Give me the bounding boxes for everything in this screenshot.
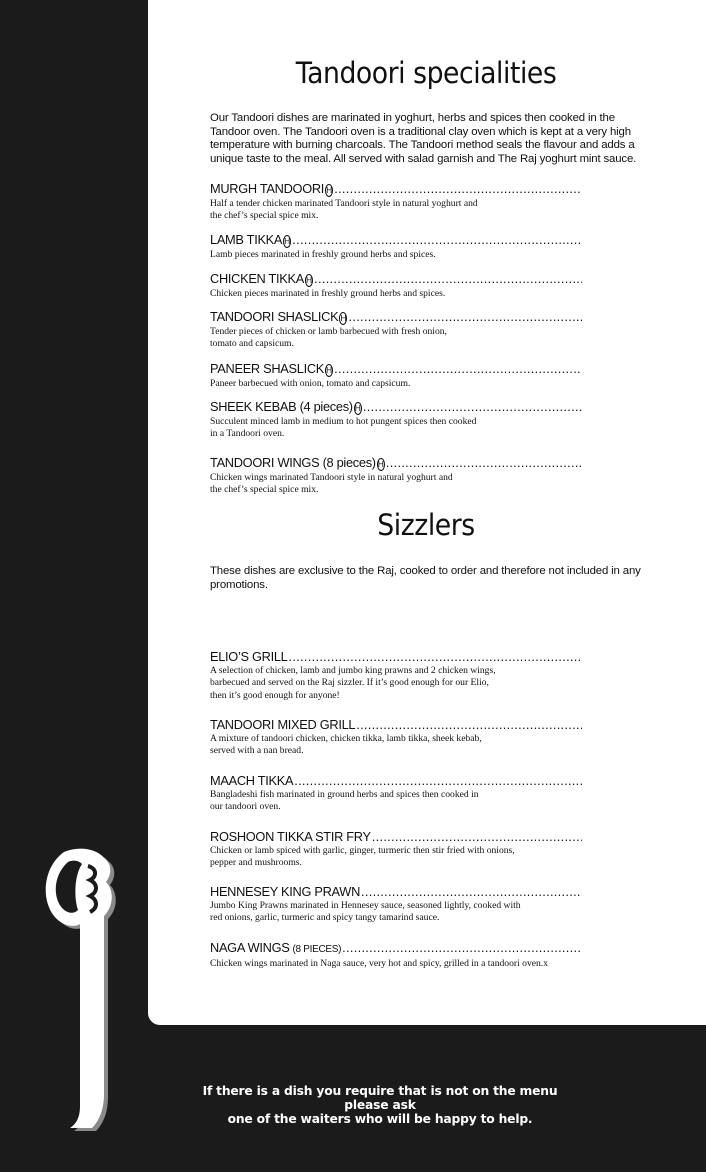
item-name: SHEEK KEBAB (4 pieces) xyxy=(210,399,353,414)
circled-h-icon: H xyxy=(326,365,333,375)
circled-h-icon: H xyxy=(354,403,361,413)
item-description: Lamb pieces marinated in freshly ground herbs and spices. xyxy=(210,249,436,260)
menu-item xyxy=(210,399,582,441)
item-name-suffix: (8 PIECES) xyxy=(292,944,342,955)
item-name: PANEER SHASLICK xyxy=(210,361,325,376)
menu-item xyxy=(210,773,582,814)
circled-h-icon: H xyxy=(284,236,291,246)
menu-item xyxy=(210,940,582,970)
item-description: Half a tender chicken marinated Tandoori style in natural yoghurt and the chef’s special spice mix. xyxy=(210,198,478,222)
item-description: Jumbo King Prawns marinated in Hennesey sauce, seasoned lightly, cooked with red onions, garlic, turmeric and spicy tangy tamarind sauce. xyxy=(210,900,521,924)
item-name: HENNESEY KING PRAWN xyxy=(210,884,361,899)
item-name: CHICKEN TIKKA xyxy=(210,271,304,286)
item-name: MURGH TANDOORI xyxy=(210,181,325,196)
menu-item xyxy=(210,181,582,223)
item-name: NAGA WINGS xyxy=(210,940,290,955)
menu-item xyxy=(210,717,582,758)
tandoori-section-title-wrap xyxy=(210,56,642,90)
sizzlers-section-title-wrap xyxy=(210,508,642,542)
dot-leader xyxy=(363,399,582,414)
footer-note xyxy=(180,1084,580,1126)
item-name: TANDOORI WINGS (8 pieces) xyxy=(210,455,376,470)
item-name: TANDOORI MIXED GRILL xyxy=(210,717,356,732)
dot-leader xyxy=(292,232,582,247)
menu-item xyxy=(210,271,582,300)
dot-leader xyxy=(356,717,582,732)
item-description: Succulent minced lamb in medium to hot pungent spices then cooked in a Tandoori oven. xyxy=(210,416,477,440)
sword-icon xyxy=(30,836,120,1136)
item-name: ELIO’S GRILL xyxy=(210,649,288,664)
tandoori-section-title: Tandoori specialities xyxy=(295,56,557,90)
circled-h-icon: H xyxy=(306,275,313,285)
dot-leader xyxy=(342,940,582,955)
item-description: Chicken wings marinated Tandoori style in natural yoghurt and the chef’s special spice mix. xyxy=(210,472,453,496)
dot-leader xyxy=(334,181,582,196)
menu-item xyxy=(210,884,582,925)
item-name: TANDOORI SHASLICK xyxy=(210,309,339,324)
item-description: Paneer barbecued with onion, tomato and capsicum. xyxy=(210,378,411,389)
dot-leader xyxy=(294,773,582,788)
menu-item xyxy=(210,829,582,870)
dot-leader xyxy=(348,309,582,324)
item-name: LAMB TIKKA xyxy=(210,232,283,247)
item-name: MAACH TIKKA xyxy=(210,773,294,788)
item-description: Chicken pieces marinated in freshly ground herbs and spices. xyxy=(210,288,446,299)
tandoori-intro: Our Tandoori dishes are marinated in yoghurt, herbs and spices then cooked in the Tandoor oven. The Tandoori oven is a traditional clay oven which is kept at a very high temperature with burning charcoals. The Tandoori method seals the flavour and adds a unique taste to the meal. All served with salad garnish and The Raj yoghurt mint sauce. xyxy=(210,112,637,165)
menu-page xyxy=(148,0,706,1025)
footer-line-2: one of the waiters who will be happy to help. xyxy=(227,1112,533,1126)
sizzlers-section-title: Sizzlers xyxy=(377,508,475,542)
menu-item xyxy=(210,361,582,390)
circled-h-icon: H xyxy=(326,185,333,195)
dot-leader xyxy=(314,271,582,286)
item-description: A selection of chicken, lamb and jumbo king prawns and 2 chicken wings, barbecued and served on the Raj sizzler. If it’s good enough for our Elio, then it’s good enough for anyone! xyxy=(210,665,496,701)
circled-h-icon: H xyxy=(340,313,347,323)
item-description: Tender pieces of chicken or lamb barbecued with fresh onion, tomato and capsicum. xyxy=(210,326,447,350)
menu-item xyxy=(210,455,582,497)
item-description: Chicken wings marinated in Naga sauce, very hot and spicy, grilled in a tandoori oven.x xyxy=(210,958,548,969)
item-description: A mixture of tandoori chicken, chicken tikka, lamb tikka, sheek kebab, served with a nan bread. xyxy=(210,733,482,757)
dot-leader xyxy=(288,649,582,664)
item-description: Chicken or lamb spiced with garlic, ginger, turmeric then stir fried with onions, pepper and mushrooms. xyxy=(210,845,515,869)
menu-item xyxy=(210,309,582,351)
footer-line-1: If there is a dish you require that is not on the menu please ask xyxy=(202,1084,558,1112)
menu-item xyxy=(210,649,582,702)
item-name: ROSHOON TIKKA STIR FRY xyxy=(210,829,371,844)
sizzlers-intro: These dishes are exclusive to the Raj, cooked to order and therefore not included in any promotions. xyxy=(210,565,641,591)
dot-leader xyxy=(386,455,582,470)
dot-leader xyxy=(361,884,582,899)
menu-item xyxy=(210,232,582,261)
dot-leader xyxy=(334,361,582,376)
dot-leader xyxy=(372,829,582,844)
item-description: Bangladeshi fish marinated in ground herbs and spices then cooked in our tandoori oven. xyxy=(210,789,479,813)
circled-h-icon: H xyxy=(377,459,384,469)
